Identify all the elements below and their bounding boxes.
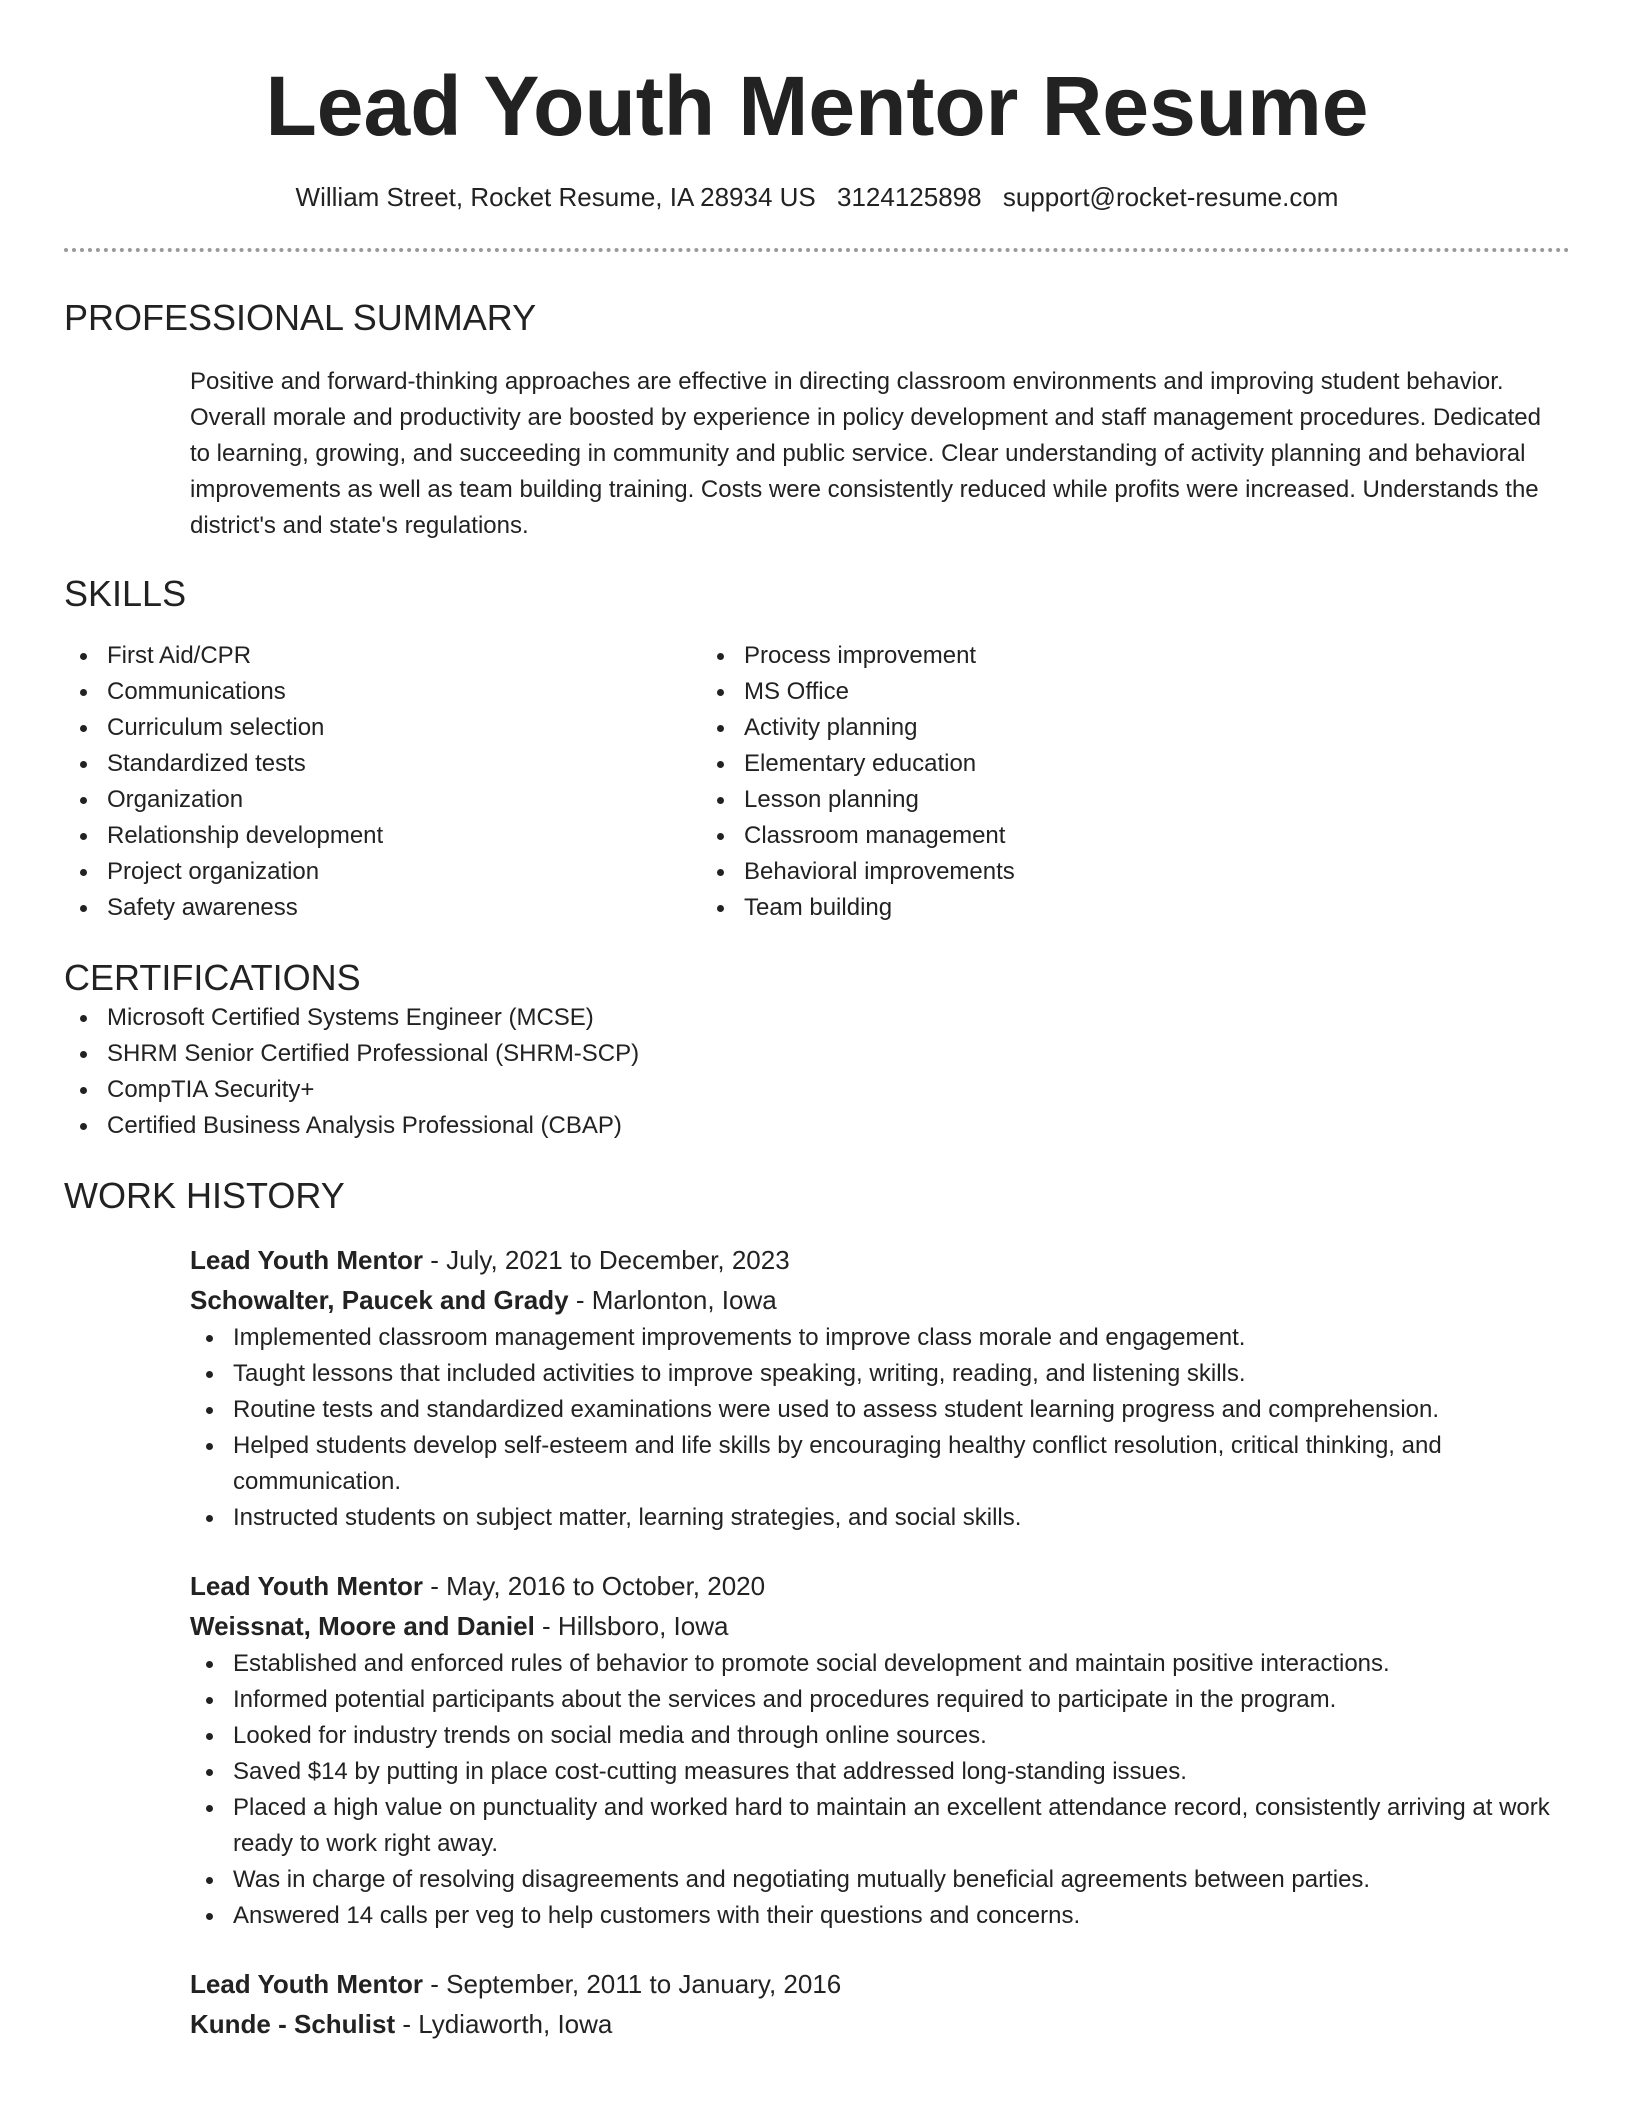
job-entry (190, 1240, 1570, 1536)
job-company: Weissnat, Moore and Daniel (190, 1611, 535, 1641)
skills-columns (64, 638, 1570, 926)
contact-email: support@rocket-resume.com (1002, 182, 1339, 212)
skill-item: Activity planning (701, 710, 1401, 746)
summary-section (64, 296, 1570, 544)
job-location: - Hillsboro, Iowa (534, 1611, 729, 1641)
contact-info (64, 180, 1570, 214)
job-location: - Lydiaworth, Iowa (395, 2009, 613, 2039)
skill-item: Curriculum selection (64, 710, 701, 746)
job-entry (190, 1566, 1570, 1934)
job-title-line (190, 1964, 1570, 2004)
job-title-line (190, 1240, 1570, 1280)
job-dates: - July, 2021 to December, 2023 (423, 1245, 790, 1275)
job-dates: - September, 2011 to January, 2016 (423, 1969, 842, 1999)
job-duty: Informed potential participants about the services and procedures required to participate in the program. (190, 1682, 1570, 1718)
skill-item: Standardized tests (64, 746, 701, 782)
skill-item: Behavioral improvements (701, 854, 1401, 890)
skills-list-left (64, 638, 701, 926)
job-title: Lead Youth Mentor (190, 1245, 424, 1275)
certification-item: Microsoft Certified Systems Engineer (MCSE) (64, 1000, 1570, 1036)
header-divider (64, 248, 1570, 252)
skill-item: Organization (64, 782, 701, 818)
skill-item: Safety awareness (64, 890, 701, 926)
job-duty: Implemented classroom management improvements to improve class morale and engagement. (190, 1320, 1570, 1356)
resume-title: Lead Youth Mentor Resume (265, 59, 1369, 153)
skill-item: Lesson planning (701, 782, 1401, 818)
skill-item: First Aid/CPR (64, 638, 701, 674)
job-company-line (190, 1280, 1570, 1320)
job-duty: Established and enforced rules of behavior to promote social development and maintain positive interactions. (190, 1646, 1570, 1682)
contact-phone: 3124125898 (836, 182, 982, 212)
skill-item: Classroom management (701, 818, 1401, 854)
job-company: Kunde - Schulist (190, 2009, 396, 2039)
job-duty: Looked for industry trends on social media and through online sources. (190, 1718, 1570, 1754)
job-title: Lead Youth Mentor (190, 1969, 424, 1999)
contact-address: William Street, Rocket Resume, IA 28934 US (295, 182, 816, 212)
job-title-line (190, 1566, 1570, 1606)
section-heading-work-history: WORK HISTORY (64, 1175, 345, 1216)
job-duty: Placed a high value on punctuality and worked hard to maintain an excellent attendance record, consistently arriving at work ready to work right away. (190, 1790, 1570, 1862)
job-company: Schowalter, Paucek and Grady (190, 1285, 569, 1315)
skill-item: Relationship development (64, 818, 701, 854)
certifications-section (64, 956, 1570, 1144)
job-duty: Saved $14 by putting in place cost-cutting measures that addressed long-standing issues. (190, 1754, 1570, 1790)
job-company-line (190, 2004, 1570, 2044)
job-duties-list (190, 1646, 1570, 1934)
skill-item: Elementary education (701, 746, 1401, 782)
job-dates: - May, 2016 to October, 2020 (423, 1571, 766, 1601)
skill-item: MS Office (701, 674, 1401, 710)
skills-section (64, 572, 1570, 926)
section-heading-skills: SKILLS (64, 573, 187, 614)
job-duty: Taught lessons that included activities to improve speaking, writing, reading, and listening skills. (190, 1356, 1570, 1392)
job-entry (190, 1964, 1570, 2044)
job-duty: Instructed students on subject matter, learning strategies, and social skills. (190, 1500, 1570, 1536)
section-heading-summary: PROFESSIONAL SUMMARY (64, 297, 537, 338)
skill-item: Project organization (64, 854, 701, 890)
job-company-line (190, 1606, 1570, 1646)
section-heading-certifications: CERTIFICATIONS (64, 957, 361, 998)
job-duty: Routine tests and standardized examinations were used to assess student learning progress and comprehension. (190, 1392, 1570, 1428)
job-title: Lead Youth Mentor (190, 1571, 424, 1601)
job-duties-list (190, 1320, 1570, 1536)
certification-item: CompTIA Security+ (64, 1072, 1570, 1108)
certification-item: SHRM Senior Certified Professional (SHRM-SCP) (64, 1036, 1570, 1072)
job-duty: Answered 14 calls per veg to help customers with their questions and concerns. (190, 1898, 1570, 1934)
skill-item: Communications (64, 674, 701, 710)
skills-list-right (701, 638, 1401, 926)
skill-item: Process improvement (701, 638, 1401, 674)
job-location: - Marlonton, Iowa (568, 1285, 777, 1315)
skill-item: Team building (701, 890, 1401, 926)
job-duty: Was in charge of resolving disagreements and negotiating mutually beneficial agreements between parties. (190, 1862, 1570, 1898)
job-duty: Helped students develop self-esteem and life skills by encouraging healthy conflict resolution, critical thinking, and communication. (190, 1428, 1570, 1500)
certification-item: Certified Business Analysis Professional (CBAP) (64, 1108, 1570, 1144)
certifications-list (64, 1000, 1570, 1144)
summary-text: Positive and forward-thinking approaches are effective in directing classroom environments and improving student behavior. Overall morale and productivity are boosted by experience in policy development and staff management procedures. Dedicated to learning, growing, and succeeding in community and public service. Clear understanding of activity planning and behavioral improvements as well as team building training. Costs were consistently reduced while profits were increased. Understands the district's and state's regulations. (190, 368, 1541, 539)
resume-page (64, 0, 1570, 2044)
work-history-section (64, 1174, 1570, 2044)
